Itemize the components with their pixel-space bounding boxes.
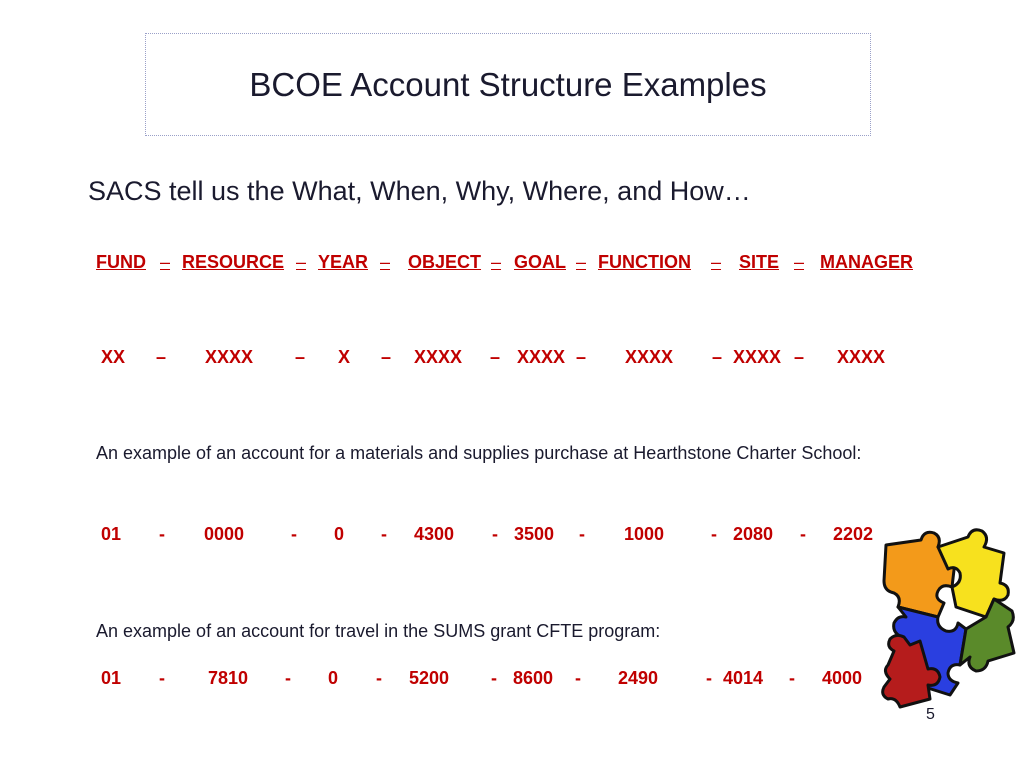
header-separator: –	[491, 252, 502, 272]
account-value: 3500	[514, 524, 555, 544]
account-separator: -	[376, 668, 382, 688]
slide-subtitle: SACS tell us the What, When, Why, Where, and How…	[88, 176, 751, 206]
account-value: 4300	[414, 524, 455, 544]
account-value: 8600	[513, 668, 554, 688]
header-function: FUNCTION	[598, 252, 691, 272]
account-value: 2080	[733, 524, 774, 544]
structure-header-row	[0, 252, 1024, 282]
example-1-description: An example of an account for a materials and supplies purchase at Hearthstone Charter School:	[96, 443, 862, 463]
account-separator: -	[291, 524, 297, 544]
structure-format-row	[0, 347, 1024, 377]
account-value: 1000	[624, 524, 665, 544]
format-separator: –	[490, 347, 501, 367]
account-separator: -	[491, 668, 497, 688]
account-separator: -	[711, 524, 717, 544]
header-separator: –	[711, 252, 722, 272]
header-year: YEAR	[318, 252, 369, 272]
account-separator: -	[159, 524, 165, 544]
account-value: 01	[101, 524, 122, 544]
account-separator: -	[800, 524, 806, 544]
format-value: XXXX	[625, 347, 674, 367]
header-resource: RESOURCE	[182, 252, 285, 272]
puzzle-pieces-icon	[876, 525, 1016, 715]
header-separator: –	[160, 252, 171, 272]
account-separator: -	[159, 668, 165, 688]
account-separator: -	[285, 668, 291, 688]
format-separator: –	[295, 347, 306, 367]
account-value: 4014	[723, 668, 764, 688]
header-fund: FUND	[96, 252, 146, 272]
format-separator: –	[576, 347, 587, 367]
format-separator: –	[712, 347, 723, 367]
format-separator: –	[381, 347, 392, 367]
slide-title: BCOE Account Structure Examples	[249, 65, 767, 103]
header-separator: –	[794, 252, 805, 272]
account-value: 0	[328, 668, 339, 688]
title-box	[145, 33, 871, 136]
header-site: SITE	[739, 252, 780, 272]
format-value: XXXX	[414, 347, 463, 367]
header-manager: MANAGER	[820, 252, 913, 272]
format-separator: –	[794, 347, 805, 367]
format-value: XXXX	[733, 347, 782, 367]
account-value: 01	[101, 668, 122, 688]
account-separator: -	[789, 668, 795, 688]
account-value: 0	[334, 524, 345, 544]
account-value: 7810	[208, 668, 249, 688]
format-value: X	[338, 347, 351, 367]
account-separator: -	[381, 524, 387, 544]
account-separator: -	[706, 668, 712, 688]
account-value: 0000	[204, 524, 245, 544]
account-value: 4000	[822, 668, 863, 688]
format-separator: –	[156, 347, 167, 367]
header-separator: –	[576, 252, 587, 272]
example-2-account-row	[0, 668, 1024, 698]
header-object: OBJECT	[408, 252, 482, 272]
account-separator: -	[579, 524, 585, 544]
format-value: XX	[101, 347, 126, 367]
account-value: 5200	[409, 668, 450, 688]
format-value: XXXX	[205, 347, 254, 367]
example-2-description: An example of an account for travel in the SUMS grant CFTE program:	[96, 621, 661, 641]
example-1-account-row	[0, 524, 1024, 554]
account-value: 2490	[618, 668, 659, 688]
page-number: 5	[926, 706, 935, 723]
account-value: 2202	[833, 524, 874, 544]
format-value: XXXX	[837, 347, 886, 367]
header-goal: GOAL	[514, 252, 566, 272]
account-separator: -	[492, 524, 498, 544]
account-separator: -	[575, 668, 581, 688]
format-value: XXXX	[517, 347, 566, 367]
header-separator: –	[296, 252, 307, 272]
header-separator: –	[380, 252, 391, 272]
